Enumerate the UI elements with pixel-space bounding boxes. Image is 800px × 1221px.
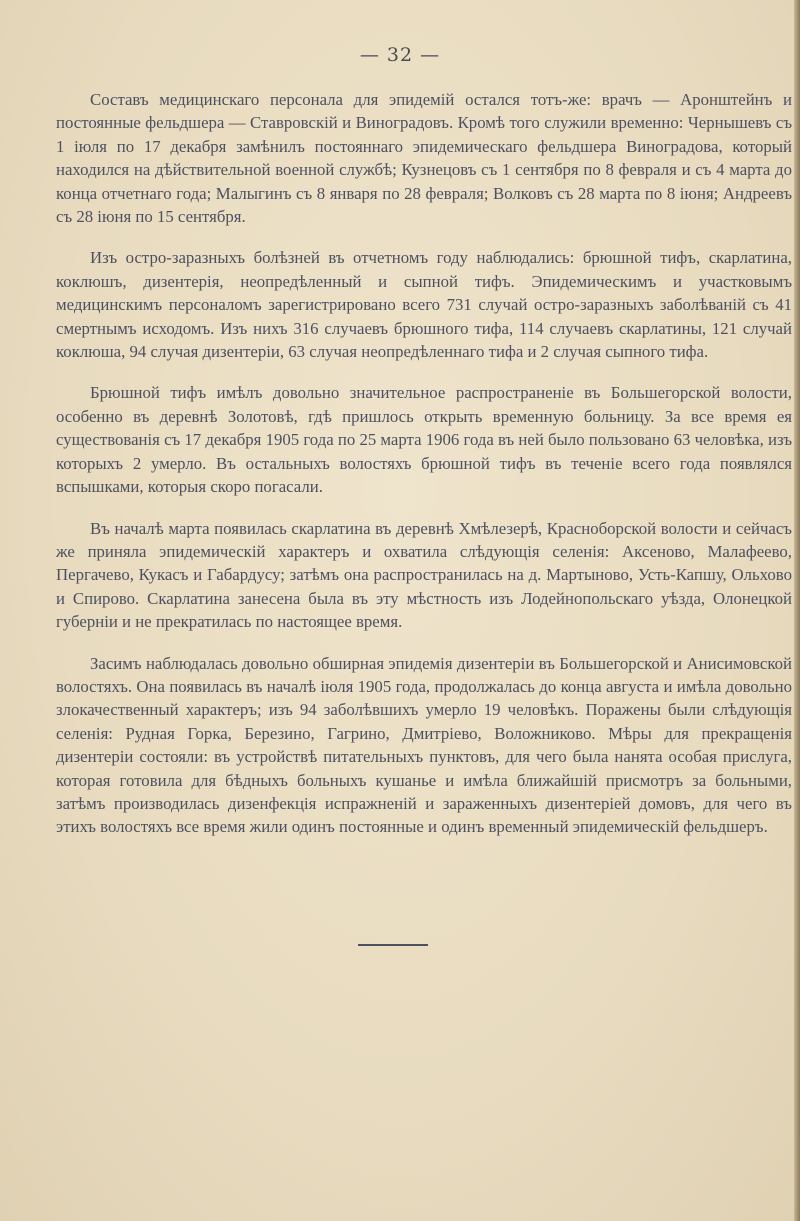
paragraph-scarlatina: Въ началѣ марта появилась скарлатина въ деревнѣ Хмѣлезерѣ, Красноборской волости и сейчасъ же приняла эпидемическій характеръ и охватила слѣдующія селенія: Аксеново, Малафеево, Пергачево, Кукасъ и Габардусу; затѣмъ она распространилась на д. Мартыново, Усть-Капшу, Ольхово и Спирово. Скарлатина занесена была въ эту мѣстность изъ Лодейнопольскаго уѣзда, Олонецкой губерніи и не прекратилась по настоящее время. <box>56 518 792 632</box>
paragraph-diseases: Изъ остро-заразныхъ болѣзней въ отчетномъ году наблюдались: брюшной тифъ, скарлатина, коклюшъ, дизентерія, неопредѣленный и сыпной тифъ. Эпидемическимъ и участковымъ медицинскимъ персоналомъ зарегистрировано всего 731 случай остро-заразныхъ заболѣваній съ 41 смертнымъ исходомъ. Изъ нихъ 316 случаевъ брюшного тифа, 114 случаевъ скарлатины, 121 случай коклюша, 94 случая дизентеріи, 63 случая неопредѣленнаго тифа и 2 случая сыпного тифа. <box>56 248 792 362</box>
body-text <box>56 88 792 857</box>
paragraph-dysentery: Засимъ наблюдалась довольно обширная эпидемія дизентеріи въ Большегорской и Анисимовской волостяхъ. Она появилась въ началѣ іюля 1905 года, продолжалась до конца августа и имѣла довольно злокачественный характеръ; изъ 94 заболѣвшихъ умерло 19 человѣкъ. Поражены были слѣдующія селенія: Рудная Горка, Березино, Гагрино, Дмитріево, Воложниково. Мѣры для прекращенія дизентеріи состояли: въ устройствѣ питательныхъ пунктовъ, для чего была нанята особая прислуга, которая готовила для бѣдныхъ больныхъ кушанье и имѣла ближайшій присмотръ за больными, затѣмъ производилась дизенфекція испражненій и зараженныхъ дизентеріей домовъ, для чего въ этихъ волостяхъ все время жили одинъ постоянные и одинъ временный эпидемическій фельдшеръ. <box>56 653 792 837</box>
end-rule <box>358 944 428 946</box>
paragraph-typhoid: Брюшной тифъ имѣлъ довольно значительное распространеніе въ Большегорской волости, особенно въ деревнѣ Золотовѣ, гдѣ пришлось открыть временную больницу. За все время ея существованія съ 17 декабря 1905 года по 25 марта 1906 года въ ней было пользовано 63 человѣка, изъ которыхъ 2 умерло. Въ остальныхъ волостяхъ брюшной тифъ въ теченіе всего года появлялся вспышками, которыя скоро погасали. <box>56 383 793 497</box>
page-number: — 32 — <box>359 44 441 66</box>
page-edge-shadow <box>794 0 800 1221</box>
paragraph-staff: Составъ медицинскаго персонала для эпидемій остался тотъ-же: врачъ — Аронштейнъ и постоянные фельдшера — Ставровскій и Виноградовъ. Кромѣ того служили временно: Чернышевъ съ 1 іюля по 17 декабря замѣнилъ постояннаго эпидемическаго фельдшера Виноградова, который находился на дѣйствительной военной службѣ; Кузнецовъ съ 1 сентября по 8 февраля и съ 4 марта до конца отчетнаго года; Малыгинъ съ 8 января по 28 февраля; Волковъ съ 28 марта по 8 іюня; Андреевъ съ 28 іюня по 15 сентября. <box>56 90 792 227</box>
